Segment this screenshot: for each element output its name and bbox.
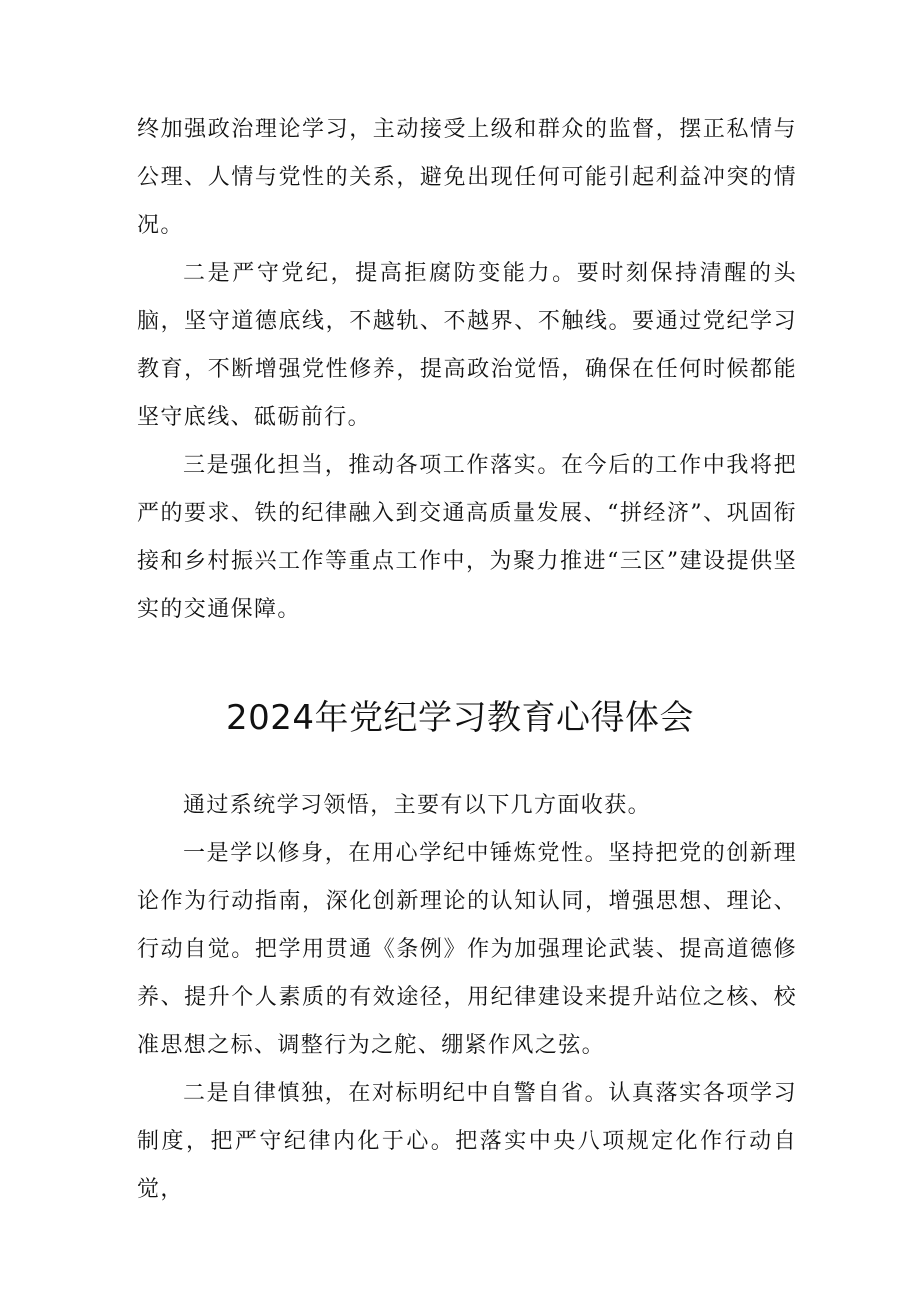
paragraph-point-two-self-discipline: 二是自律慎独，在对标明纪中自警自省。认真落实各项学习制度，把严守纪律内化于心。把落实中央八项规定化作行动自觉， xyxy=(137,1081,797,1202)
text-block-before-title xyxy=(137,106,797,634)
paragraph-continuation: 终加强政治理论学习，主动接受上级和群众的监督，摆正私情与公理、人情与党性的关系，避免出现任何可能引起利益冲突的情况。 xyxy=(137,117,797,238)
document-title: 2024年党纪学习教育心得体会 xyxy=(225,698,695,738)
paragraph-point-two-party-discipline: 二是严守党纪，提高拒腐防变能力。要时刻保持清醒的头脑，坚守道德底线，不越轨、不越界、不触线。要通过党纪学习教育，不断增强党性修养，提高政治觉悟，确保在任何时候都能坚守底线、砥砺前行。 xyxy=(137,261,797,430)
paragraph-point-one-self-cultivation: 一是学以修身，在用心学纪中锤炼党性。坚持把党的创新理论作为行动指南，深化创新理论的认知认同，增强思想、理论、行动自觉。把学用贯通《条例》作为加强理论武装、提高道德修养、提升个人素质的有效途径，用纪律建设来提升站位之核、校准思想之标、调整行为之舵、绷紧作风之弦。 xyxy=(137,841,797,1058)
paragraph-point-three-responsibility: 三是强化担当，推动各项工作落实。在今后的工作中我将把严的要求、铁的纪律融入到交通高质量发展、“拼经济”、巩固衔接和乡村振兴工作等重点工作中，为聚力推进“三区”建设提供坚实的交通保障。 xyxy=(137,453,797,622)
paragraph-intro: 通过系统学习领悟，主要有以下几方面收获。 xyxy=(183,793,652,818)
text-block-after-title xyxy=(137,782,797,1214)
